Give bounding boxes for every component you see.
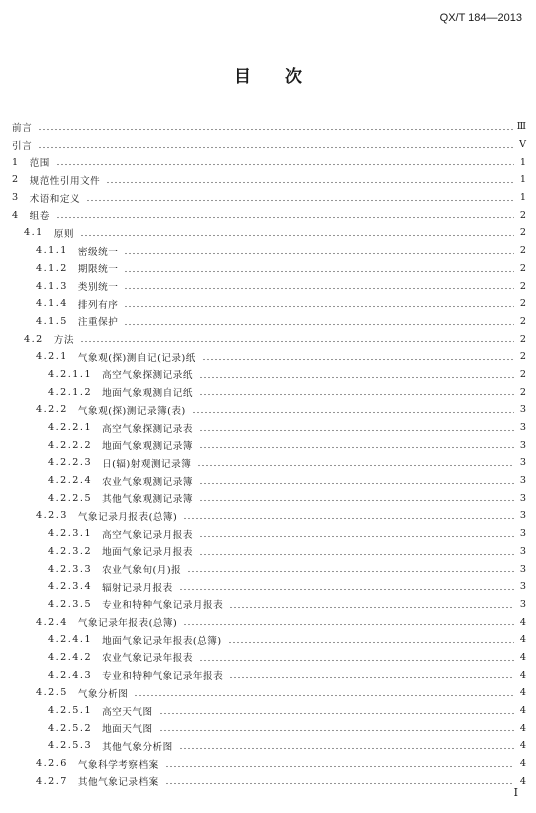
toc-entry[interactable]	[12, 507, 526, 525]
dot-leader	[192, 405, 514, 415]
toc-entry[interactable]	[12, 755, 526, 773]
toc-entry-number: 3	[12, 192, 20, 204]
toc-entry[interactable]	[12, 313, 526, 331]
toc-entry-number: 4.2.4.1	[48, 634, 93, 646]
toc-entry-page: 3	[519, 492, 526, 504]
toc-entry-number: 4	[12, 209, 20, 221]
toc-entry[interactable]	[12, 649, 526, 667]
toc-entry-page: 2	[519, 245, 526, 257]
dot-leader	[38, 122, 513, 132]
dot-leader	[183, 511, 514, 521]
toc-entry-page: 4	[519, 687, 526, 699]
toc-entry[interactable]	[12, 719, 526, 737]
toc-entry-label: 注重保护	[77, 317, 119, 329]
toc-entry-label: 原则	[53, 228, 74, 240]
toc-entry-label: 高空气象探测记录表	[102, 423, 193, 435]
toc-entry-label: 气象记录年报表(总簿)	[77, 618, 178, 630]
toc-entry[interactable]	[12, 171, 526, 189]
toc-entry-page: Ⅲ	[516, 121, 526, 133]
dot-leader	[56, 157, 514, 167]
dot-leader	[199, 529, 514, 539]
dot-leader	[228, 635, 514, 645]
toc-entry-page: 2	[519, 368, 526, 380]
toc-entry-label: 高空气象记录月报表	[102, 529, 193, 541]
toc-entry-number: 4.2.1.2	[48, 386, 93, 398]
toc-entry-number: 4.2.5.1	[48, 705, 93, 717]
toc-entry[interactable]	[12, 613, 526, 631]
toc-entry[interactable]	[12, 436, 526, 454]
toc-entry[interactable]	[12, 153, 526, 171]
toc-entry-page: 1	[519, 174, 526, 186]
dot-leader	[134, 688, 514, 698]
dot-leader	[159, 723, 514, 733]
toc-entry-number: 4.2.1	[36, 351, 68, 363]
toc-entry-number: 4.2.2	[36, 404, 68, 416]
toc-entry-number: 4.1.3	[36, 280, 68, 292]
dot-leader	[179, 741, 514, 751]
toc-entry-page: 1	[519, 156, 526, 168]
dot-leader	[197, 458, 514, 468]
dot-leader	[159, 706, 514, 716]
toc-entry-number: 4.2.5.3	[48, 740, 93, 752]
toc-entry-number: 4.2.5.2	[48, 722, 93, 734]
toc-entry[interactable]	[12, 702, 526, 720]
dot-leader	[229, 600, 514, 610]
toc-entry[interactable]	[12, 401, 526, 419]
toc-entry[interactable]	[12, 578, 526, 596]
dot-leader	[199, 493, 514, 503]
toc-entry-label: 其他气象记录档案	[77, 777, 159, 789]
toc-entry-number: 4.2.3.5	[48, 598, 93, 610]
dot-leader	[124, 317, 514, 327]
toc-entry-number: 4.1	[24, 227, 44, 239]
dot-leader	[199, 387, 514, 397]
toc-entry-page: 3	[519, 598, 526, 610]
toc-entry-number: 4.2	[24, 333, 44, 345]
toc-entry-number: 4.2.3	[36, 510, 68, 522]
dot-leader	[56, 210, 514, 220]
toc-entry-number: 4.2.3.3	[48, 563, 93, 575]
toc-entry-page: 3	[519, 528, 526, 540]
toc-entry-label: 气象分析图	[77, 688, 129, 700]
dot-leader	[106, 175, 514, 185]
toc-entry-number: 4.2.4.2	[48, 651, 93, 663]
toc-entry[interactable]	[12, 454, 526, 472]
toc-entry-number: 4.2.6	[36, 758, 68, 770]
toc-entry[interactable]	[12, 772, 526, 790]
dot-leader	[124, 246, 514, 256]
toc-entry[interactable]	[12, 560, 526, 578]
toc-entry-label: 地面气象观测自记纸	[102, 388, 193, 400]
toc-entry-page: 2	[519, 315, 526, 327]
dot-leader	[199, 547, 514, 557]
toc-entry[interactable]	[12, 525, 526, 543]
dot-leader	[124, 264, 514, 274]
toc-entry-label: 期限统一	[77, 264, 119, 276]
toc-entry[interactable]	[12, 189, 526, 207]
toc-entry-number: 4.2.3.4	[48, 581, 93, 593]
toc-entry-label: 农业气象旬(月)报	[102, 565, 182, 577]
toc-entry[interactable]	[12, 666, 526, 684]
toc-entry-number: 4.2.2.1	[48, 422, 93, 434]
dot-leader	[124, 281, 514, 291]
toc-entry-label: 其他气象分析图	[102, 741, 173, 753]
toc-entry-page: 1	[519, 192, 526, 204]
dot-leader	[199, 423, 514, 433]
toc-entry[interactable]	[12, 737, 526, 755]
toc-entry-label: 辐射记录月报表	[102, 582, 173, 594]
toc-entry-page: 4	[519, 616, 526, 628]
toc-entry-label: 专业和特种气象记录月报表	[102, 600, 224, 612]
page-title	[0, 62, 536, 87]
dot-leader	[183, 617, 514, 627]
toc-entry-label: 高空气象探测记录纸	[102, 370, 193, 382]
toc-entry[interactable]	[12, 118, 526, 136]
toc-entry-number: 4.1.5	[36, 315, 68, 327]
toc-entry-label: 气象科学考察档案	[77, 759, 159, 771]
toc-entry[interactable]	[12, 224, 526, 242]
toc-entry[interactable]	[12, 489, 526, 507]
toc-entry-page: 4	[519, 634, 526, 646]
toc-entry-label: 范围	[29, 158, 50, 170]
dot-leader	[86, 193, 514, 203]
dot-leader	[38, 140, 514, 150]
toc-entry-page: 2	[519, 386, 526, 398]
toc-entry[interactable]	[12, 295, 526, 313]
toc-entry-label: 排列有序	[77, 299, 119, 311]
toc-entry-label: 规范性引用文件	[29, 175, 101, 187]
title-char-2: 次	[285, 67, 302, 87]
toc-entry-page: Ⅴ	[519, 139, 526, 151]
toc-entry-page: 4	[519, 740, 526, 752]
toc-entry[interactable]	[12, 260, 526, 278]
toc-entry-page: 4	[519, 775, 526, 787]
toc-entry[interactable]	[12, 684, 526, 702]
toc-entry-number: 2	[12, 174, 20, 186]
toc-entry[interactable]	[12, 543, 526, 561]
toc-entry[interactable]	[12, 472, 526, 490]
toc-entry-label: 高空天气图	[102, 706, 153, 718]
toc-entry-label: 地面气象记录月报表	[102, 547, 193, 559]
toc-entry-label: 密级统一	[77, 246, 119, 258]
toc-entry-page: 4	[519, 669, 526, 681]
toc-entry-page: 4	[519, 722, 526, 734]
toc-entry-label: 类别统一	[77, 282, 119, 294]
toc-entry-page: 2	[519, 209, 526, 221]
toc-entry-label: 气象观(探)测记录簿(表)	[77, 405, 186, 417]
toc-entry-number: 4.1.2	[36, 262, 68, 274]
dot-leader	[199, 476, 514, 486]
toc-entry-label: 其他气象观测记录簿	[102, 494, 193, 506]
toc-entry-page: 2	[519, 351, 526, 363]
toc-entry-number: 4.2.3.1	[48, 528, 93, 540]
toc-entry-label: 日(辐)射观测记录簿	[102, 458, 192, 470]
toc-entry-page: 3	[519, 422, 526, 434]
dot-leader	[165, 776, 514, 786]
toc-entry-number: 4.2.7	[36, 775, 68, 787]
toc-entry-label: 地面天气图	[102, 724, 153, 736]
dot-leader	[229, 670, 514, 680]
toc-entry-label: 地面气象观测记录簿	[102, 441, 193, 453]
toc-entry-number: 1	[12, 156, 20, 168]
toc-entry-number: 4.2.5	[36, 687, 68, 699]
toc-entry-page: 3	[519, 563, 526, 575]
toc-entry-page: 2	[519, 280, 526, 292]
toc-entry-page: 4	[519, 651, 526, 663]
toc-entry-number: 4.2.2.5	[48, 492, 93, 504]
toc-entry-label: 专业和特种气象记录年报表	[102, 671, 224, 683]
dot-leader	[124, 299, 514, 309]
toc-entry-page: 2	[519, 298, 526, 310]
title-char-1: 目	[234, 67, 251, 87]
toc-entry-label: 农业气象记录年报表	[102, 653, 193, 665]
dot-leader	[199, 653, 514, 663]
toc-entry-page: 4	[519, 705, 526, 717]
toc-entry-number: 4.2.4.3	[48, 669, 93, 681]
toc-entry-page: 4	[519, 758, 526, 770]
dot-leader	[179, 582, 514, 592]
toc-entry-number: 4.2.2.4	[48, 475, 93, 487]
toc-entry-label: 农业气象观测记录簿	[102, 476, 193, 488]
toc-entry-page: 3	[519, 545, 526, 557]
toc-entry-page: 3	[519, 475, 526, 487]
toc-entry-page: 3	[519, 439, 526, 451]
toc-entry-page: 3	[519, 510, 526, 522]
toc-entry-number: 4.1.1	[36, 245, 68, 257]
toc-entry-label: 组卷	[29, 211, 50, 223]
dot-leader	[199, 370, 514, 380]
dot-leader	[80, 334, 514, 344]
toc-entry-label: 气象记录月报表(总簿)	[77, 511, 178, 523]
toc-entry-page: 2	[519, 333, 526, 345]
toc-entry-number: 4.2.3.2	[48, 545, 93, 557]
toc-entry[interactable]	[12, 348, 526, 366]
dot-leader	[80, 228, 514, 238]
toc-entry-page: 3	[519, 457, 526, 469]
toc-entry-label: 地面气象记录年报表(总簿)	[102, 635, 222, 647]
toc-entry-page: 3	[519, 581, 526, 593]
toc-entry-number: 4.2.4	[36, 616, 68, 628]
toc-entry[interactable]	[12, 277, 526, 295]
dot-leader	[165, 759, 514, 769]
page-number: Ⅰ	[513, 786, 518, 799]
toc-entry[interactable]	[12, 631, 526, 649]
toc-entry-label: 气象观(探)测自记(记录)纸	[77, 352, 196, 364]
toc-entry-number: 4.2.1.1	[48, 368, 93, 380]
toc-entry[interactable]	[12, 383, 526, 401]
toc-entry-label: 前言	[12, 122, 33, 134]
dot-leader	[202, 352, 514, 362]
toc-entry-label: 术语和定义	[29, 193, 81, 205]
dot-leader	[199, 440, 514, 450]
toc-entry-page: 2	[519, 262, 526, 274]
toc-entry[interactable]	[12, 330, 526, 348]
toc-entry[interactable]	[12, 242, 526, 260]
toc-entry-number: 4.2.2.2	[48, 439, 93, 451]
toc-entry-number: 4.2.2.3	[48, 457, 93, 469]
toc-entry-label: 引言	[12, 140, 33, 152]
toc-entry[interactable]	[12, 596, 526, 614]
dot-leader	[187, 564, 514, 574]
toc-entry[interactable]	[12, 206, 526, 224]
toc-entry[interactable]	[12, 136, 526, 154]
toc-entry-number: 4.1.4	[36, 298, 68, 310]
toc-entry-page: 2	[519, 227, 526, 239]
table-of-contents	[12, 118, 526, 790]
toc-entry[interactable]	[12, 366, 526, 384]
toc-entry-label: 方法	[53, 335, 74, 347]
toc-entry-page: 3	[519, 404, 526, 416]
standard-code: QX/T 184—2013	[439, 12, 522, 24]
toc-entry[interactable]	[12, 419, 526, 437]
